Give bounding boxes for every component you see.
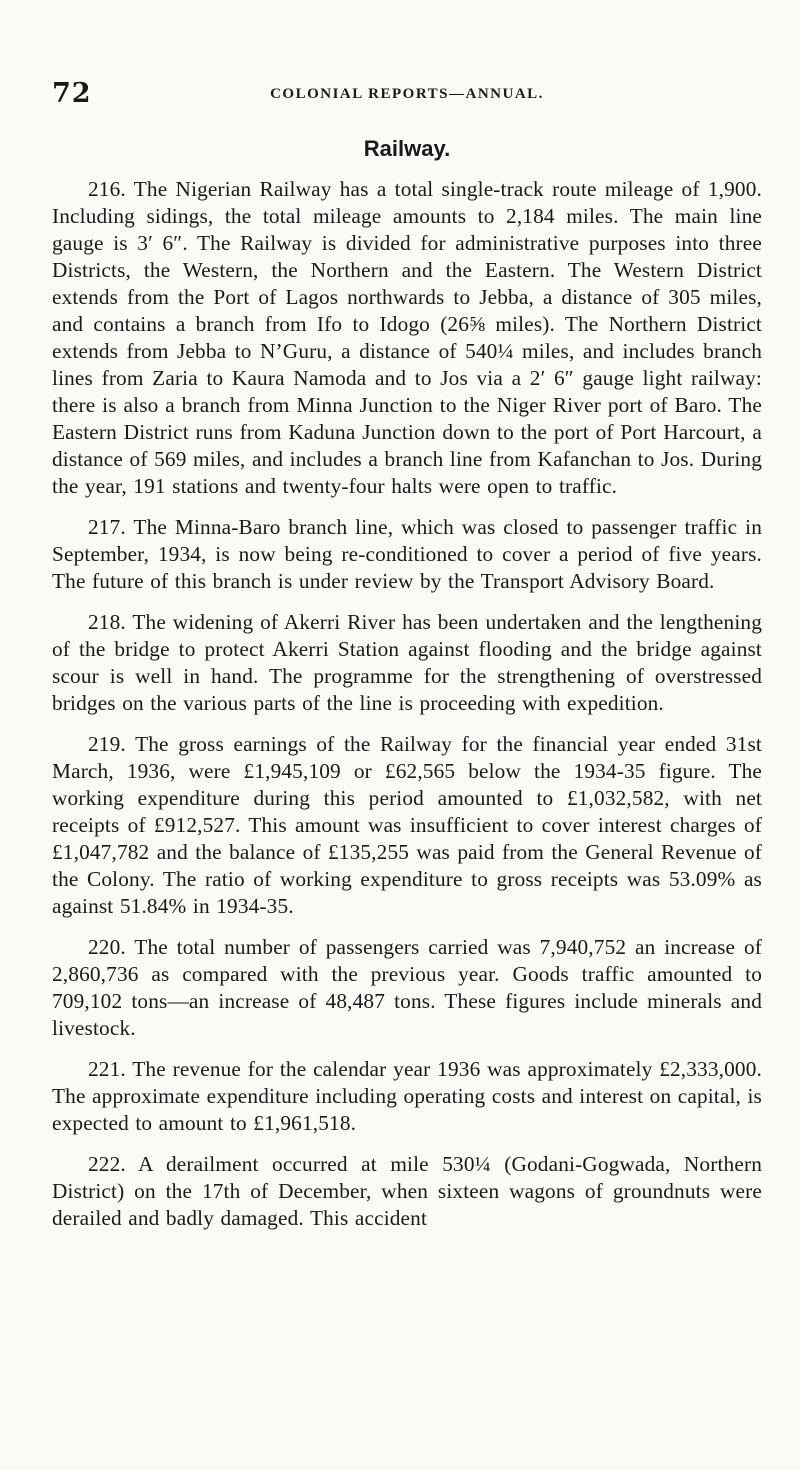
page-number: 72 <box>52 78 92 109</box>
paragraph-text: The Nigerian Railway has a total single-track route mileage of 1,900. Including sidings, the total mileage amounts to 2,184 miles. The main line gauge is 3′ 6″. The Railway is divided for administrative purposes into three Districts, the Western, the Northern and the Eastern. The Western District extends from the Port of Lagos northwards to Jebba, a distance of 305 miles, and contains a branch from Ifo to Idogo (26⅝ miles). The Northern District extends from Jebba to N’Guru, a distance of 540¼ miles, and includes branch lines from Zaria to Kaura Namoda and to Jos via a 2′ 6″ gauge light railway: there is also a branch from Minna Junction to the Niger River port of Baro. The Eastern District runs from Kaduna Junction down to the port of Port Harcourt, a distance of 569 miles, and includes a branch line from Kafanchan to Jos. During the year, 191 stations and twenty-four halts were open to traffic. <box>52 177 762 498</box>
paragraph-216 <box>52 176 762 500</box>
paragraph-text: A derailment occurred at mile 530¼ (Godani-Gogwada, Northern District) on the 17th of December, when sixteen wagons of groundnuts were derailed and badly damaged. This accident <box>52 1152 762 1230</box>
running-header <box>52 78 762 138</box>
paragraph-text: The gross earnings of the Railway for the financial year ended 31st March, 1936, were £1,945,109 or £62,565 below the 1934-35 figure. The working expenditure during this period amounted to £1,032,582, with net receipts of £912,527. This amount was insufficient to cover interest charges of £1,047,782 and the balance of £135,255 was paid from the General Revenue of the Colony. The ratio of working expenditure to gross receipts was 53.09% as against 51.84% in 1934-35. <box>52 732 762 918</box>
paragraph-222 <box>52 1151 762 1232</box>
document-page <box>0 78 800 1470</box>
section-title: Railway. <box>363 136 451 161</box>
paragraph-number: 219. <box>88 732 126 756</box>
paragraph-number: 220. <box>88 935 126 959</box>
header-title: COLONIAL REPORTS—ANNUAL. <box>270 86 544 102</box>
paragraph-218 <box>52 609 762 717</box>
paragraph-number: 218. <box>88 610 126 634</box>
paragraph-text: The total number of passengers carried was 7,940,752 an increase of 2,860,736 as compared with the previous year. Goods traffic amounted to 709,102 tons—an increase of 48,487 tons. These figures include minerals and livestock. <box>52 935 762 1040</box>
paragraph-219 <box>52 731 762 920</box>
paragraph-number: 221. <box>88 1057 126 1081</box>
paragraph-217 <box>52 514 762 595</box>
paragraph-text: The Minna-Baro branch line, which was closed to passenger traffic in September, 1934, is now being re-conditioned to cover a period of five years. The future of this branch is under review by the Transport Advisory Board. <box>52 515 763 593</box>
paragraph-221 <box>52 1056 762 1137</box>
paragraph-text: The widening of Akerri River has been undertaken and the lengthening of the bridge to protect Akerri Station against flooding and the bridge against scour is well in hand. The programme for the strengthening of overstressed bridges on the various parts of the line is proceeding with expedition. <box>52 610 762 715</box>
paragraph-number: 216. <box>88 177 126 201</box>
paragraph-number: 217. <box>88 515 126 539</box>
paragraph-number: 222. <box>88 1152 126 1176</box>
paragraph-text: The revenue for the calendar year 1936 was approximately £2,333,000. The approximate expenditure including operating costs and interest on capital, is expected to amount to £1,961,518. <box>52 1057 762 1135</box>
paragraph-220 <box>52 934 762 1042</box>
